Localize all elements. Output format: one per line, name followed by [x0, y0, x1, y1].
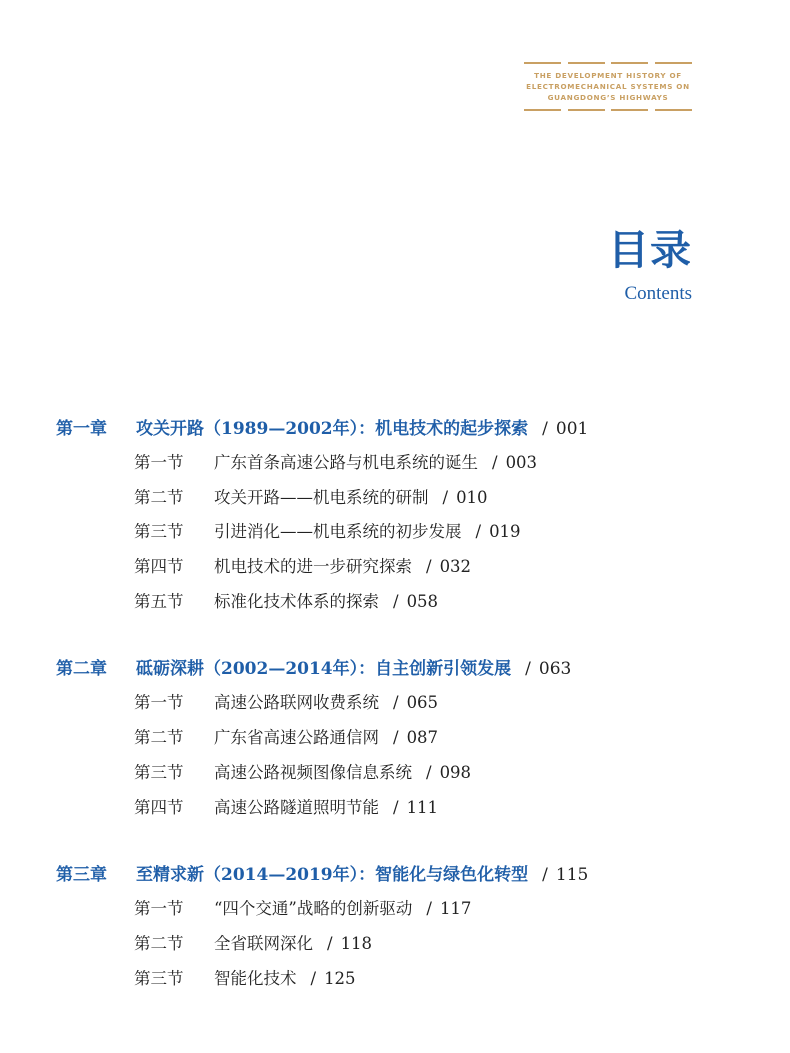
series-title-line: ELECTROMECHANICAL SYSTEMS ON — [526, 82, 690, 91]
page-number: 058 — [406, 591, 439, 611]
table-of-contents — [56, 412, 696, 996]
separator: / — [393, 693, 399, 713]
section-title: 引进消化——机电系统的初步发展 — [214, 522, 462, 542]
toc-chapter-2[interactable] — [56, 652, 696, 686]
chapter-title: 至精求新（2014—2019年）：智能化与绿色化转型 — [136, 865, 529, 886]
page-number: 001 — [555, 419, 589, 439]
section-label: 第三节 — [134, 968, 184, 988]
series-title-line: GUANGDONG’S HIGHWAYS — [547, 93, 669, 102]
separator: / — [525, 659, 531, 680]
page-number: 003 — [505, 453, 538, 472]
section-title: 攻关开路——机电系统的研制 — [214, 487, 429, 507]
separator: / — [426, 762, 432, 782]
section-label: 第二节 — [134, 933, 184, 953]
series-title — [524, 70, 692, 103]
separator: / — [426, 899, 432, 919]
toc-chapter-1[interactable] — [56, 412, 696, 446]
section-title: 广东首条高速公路与机电系统的诞生 — [214, 453, 478, 472]
section-label: 第三节 — [134, 762, 184, 782]
section-title: 广东省高速公路通信网 — [214, 728, 379, 748]
section-label: 第二节 — [134, 728, 184, 748]
page-number: 125 — [324, 968, 356, 988]
chapter-title: 砥砺深耕（2002—2014年）：自主创新引领发展 — [136, 659, 512, 680]
page-number: 065 — [406, 693, 439, 713]
toc-section[interactable] — [56, 481, 696, 516]
separator: / — [542, 419, 548, 439]
page-number: 118 — [340, 933, 373, 953]
series-title-block — [524, 62, 692, 111]
section-label: 第一节 — [134, 693, 184, 713]
toc-section[interactable] — [56, 550, 696, 585]
section-title: 标准化技术体系的探索 — [214, 591, 379, 611]
separator: / — [393, 728, 399, 748]
section-label: 第四节 — [134, 557, 184, 577]
separator: / — [426, 557, 432, 577]
section-label: 第一节 — [134, 899, 184, 919]
separator: / — [492, 453, 498, 472]
section-title: 智能化技术 — [214, 968, 297, 988]
toc-heading — [608, 224, 692, 306]
page-number: 087 — [406, 728, 439, 748]
separator: / — [442, 487, 449, 507]
toc-section[interactable] — [56, 686, 696, 721]
section-title: 全省联网深化 — [214, 933, 313, 953]
separator: / — [327, 933, 333, 953]
section-label: 第五节 — [134, 591, 184, 611]
separator: / — [475, 522, 482, 542]
page-number: 111 — [406, 797, 439, 817]
series-title-line: THE DEVELOPMENT HISTORY OF — [534, 71, 682, 80]
toc-title-english: Contents — [624, 283, 692, 304]
separator: / — [393, 797, 399, 817]
toc-section[interactable] — [56, 585, 696, 620]
toc-title-chinese: 目录 — [608, 226, 692, 274]
separator: / — [542, 865, 548, 886]
top-gold-rule — [524, 62, 692, 64]
section-label: 第四节 — [134, 797, 184, 817]
page-number: 019 — [489, 522, 521, 542]
section-title: 高速公路视频图像信息系统 — [214, 762, 412, 782]
toc-section[interactable] — [56, 756, 696, 791]
chapter-title: 攻关开路（1989—2002年）：机电技术的起步探索 — [136, 419, 529, 439]
chapter-label: 第三章 — [56, 865, 107, 886]
page-number: 063 — [538, 659, 572, 680]
toc-section[interactable] — [56, 791, 696, 826]
chapter-label: 第一章 — [56, 419, 107, 439]
toc-section[interactable] — [56, 446, 696, 481]
page-number: 032 — [439, 557, 472, 577]
page-number: 098 — [439, 762, 472, 782]
page-number: 115 — [555, 865, 589, 886]
toc-section[interactable] — [56, 515, 696, 550]
page-number: 117 — [439, 899, 472, 919]
toc-section[interactable] — [56, 721, 696, 756]
page-number: 010 — [456, 487, 488, 507]
section-label: 第三节 — [134, 522, 184, 542]
toc-section[interactable] — [56, 927, 696, 962]
section-title: 高速公路隧道照明节能 — [214, 797, 379, 817]
section-label: 第二节 — [134, 487, 184, 507]
section-title: 高速公路联网收费系统 — [214, 693, 379, 713]
separator: / — [310, 968, 317, 988]
toc-chapter-3[interactable] — [56, 858, 696, 892]
section-label: 第一节 — [134, 453, 184, 472]
section-title: “四个交通”战略的创新驱动 — [214, 899, 413, 919]
toc-section[interactable] — [56, 892, 696, 927]
chapter-label: 第二章 — [56, 659, 107, 680]
section-title: 机电技术的进一步研究探索 — [214, 557, 412, 577]
bottom-gold-rule — [524, 109, 692, 111]
toc-section[interactable] — [56, 962, 696, 997]
separator: / — [393, 591, 399, 611]
